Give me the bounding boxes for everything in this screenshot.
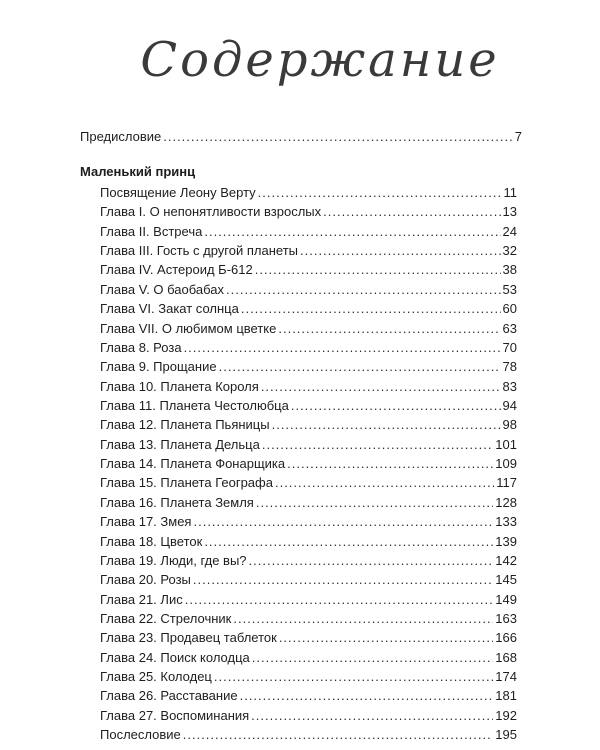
toc-entry	[100, 436, 517, 454]
toc-entry-label: Посвящение Леону Верту	[100, 185, 256, 200]
dot-leader	[279, 629, 493, 647]
toc-entry	[100, 610, 517, 628]
dot-leader	[193, 513, 493, 531]
toc-entry-label: Глава 10. Планета Короля	[100, 378, 259, 394]
dot-leader	[226, 281, 501, 299]
toc-entry	[100, 591, 517, 609]
toc-entry-page: 117	[496, 475, 517, 491]
toc-entry-page: 168	[495, 649, 517, 665]
dot-leader	[272, 416, 501, 434]
toc-entry-label: Глава 21. Лис	[100, 591, 183, 607]
toc-entry	[100, 494, 517, 512]
toc-entry	[100, 397, 517, 415]
toc-entry-label: Глава 9. Прощание	[100, 359, 217, 375]
toc-entry-page: 63	[502, 320, 517, 336]
dot-leader	[185, 591, 494, 609]
toc-entry-page: 133	[495, 514, 517, 530]
toc-entry-page: 24	[502, 223, 517, 239]
toc-entry-label: Глава 15. Планета Географа	[100, 475, 273, 491]
dot-leader	[219, 358, 501, 376]
toc-entry-label: Глава 19. Люди, где вы?	[100, 552, 247, 568]
toc-entry-label: Глава 27. Воспоминания	[100, 707, 250, 723]
dot-leader	[261, 378, 501, 396]
toc-entry-label: Глава II. Встреча	[100, 223, 203, 239]
toc-entry-label: Глава 22. Стрелочник	[100, 610, 232, 626]
toc-entry-label: Глава VII. О любимом цветке	[100, 320, 277, 336]
toc-entry-page: 32	[502, 243, 517, 259]
toc-entry-label: Предисловие	[80, 129, 162, 144]
toc-entry	[100, 339, 517, 357]
toc-entry	[100, 513, 517, 531]
toc-entry	[100, 649, 517, 667]
dot-leader	[183, 726, 494, 744]
toc-entry-page: 53	[502, 281, 517, 297]
toc-entry-page: 139	[495, 533, 517, 549]
dot-leader	[287, 455, 493, 473]
dot-leader	[241, 300, 501, 318]
toc-entry	[100, 203, 517, 221]
toc-entry-page: 11	[503, 185, 517, 200]
toc-entry-preface	[80, 128, 522, 146]
toc-entry	[100, 455, 517, 473]
toc-entry-page: 128	[495, 494, 517, 510]
toc-entry-page: 78	[502, 359, 517, 375]
toc-entry	[100, 533, 517, 551]
toc-entry-label: Глава 13. Планета Дельца	[100, 436, 260, 452]
toc-entry-page: 181	[495, 688, 517, 704]
toc-entry	[100, 668, 517, 686]
toc-entry	[100, 687, 517, 705]
toc-entry-label: Глава 20. Розы	[100, 572, 191, 588]
page-title: Содержание	[140, 32, 500, 88]
toc-entry	[100, 707, 517, 725]
toc-entry-page: 98	[502, 417, 517, 433]
toc-entry	[100, 320, 517, 338]
toc-entry-page: 149	[495, 591, 517, 607]
toc-entry-label: Глава 24. Поиск колодца	[100, 649, 250, 665]
toc-entry	[100, 629, 517, 647]
toc-entry-page: 109	[495, 456, 517, 471]
toc-entry	[100, 261, 517, 279]
toc-entry-label: Глава 18. Цветок	[100, 533, 203, 549]
dot-leader	[262, 436, 493, 454]
toc-entry	[100, 242, 517, 260]
toc-entry-label: Послесловие	[100, 727, 181, 743]
toc-entry-label: Глава VI. Закат солнца	[100, 301, 239, 317]
toc-entry-label: Глава 11. Планета Честолюбца	[100, 398, 289, 413]
dot-leader	[233, 610, 493, 628]
toc-entry	[100, 378, 517, 396]
toc-entry-page: 174	[495, 669, 517, 684]
dot-leader	[240, 687, 494, 705]
section-heading: Маленький принц	[80, 164, 196, 179]
dot-leader	[255, 261, 501, 279]
toc-entry-page: 94	[502, 398, 517, 413]
dot-leader	[204, 223, 500, 241]
toc-entry-page: 192	[495, 707, 517, 723]
toc-entry-page: 101	[495, 436, 517, 452]
dot-leader	[214, 668, 493, 686]
toc-entry	[100, 223, 517, 241]
toc-entry-page: 163	[495, 610, 517, 626]
toc-entry-page: 142	[495, 552, 517, 568]
toc-entry-label: Глава III. Гость с другой планеты	[100, 243, 298, 259]
toc-entry	[100, 726, 517, 744]
toc-entry	[100, 474, 517, 492]
toc-entry-label: Глава 26. Расставание	[100, 688, 238, 704]
dot-leader	[275, 474, 494, 492]
toc-entry-label: Глава 16. Планета Земля	[100, 494, 254, 510]
dot-leader	[249, 552, 494, 570]
dot-leader	[278, 320, 500, 338]
dot-leader	[323, 203, 500, 221]
toc-entry	[100, 416, 517, 434]
toc-entry-label: Глава 25. Колодец	[100, 669, 212, 684]
toc-entry-label: Глава IV. Астероид Б-612	[100, 262, 253, 278]
toc-entry	[100, 300, 517, 318]
toc-entry-page: 145	[495, 572, 517, 588]
toc-entry	[100, 552, 517, 570]
dot-leader	[204, 533, 493, 551]
toc-entry-label: Глава 8. Роза	[100, 339, 182, 355]
toc-entry-label: Глава V. О баобабах	[100, 281, 225, 297]
toc-entry	[100, 358, 517, 376]
toc-entry-page: 38	[502, 262, 517, 278]
toc-entry-label: Глава I. О непонятливости взрослых	[100, 204, 322, 220]
dot-leader	[291, 397, 501, 415]
toc-entry-label: Глава 14. Планета Фонарщика	[100, 456, 286, 471]
toc-entry-label: Глава 23. Продавец таблеток	[100, 630, 277, 646]
dot-leader	[251, 707, 493, 725]
toc-entry-label: Глава 17. Змея	[100, 514, 192, 530]
dot-leader	[256, 494, 493, 512]
toc-entry-page: 60	[502, 301, 517, 317]
toc-entry	[100, 571, 517, 589]
dot-leader	[184, 339, 501, 357]
toc-entry-page: 83	[502, 378, 517, 394]
toc-entry	[100, 184, 517, 202]
toc-entry-page: 7	[514, 129, 522, 144]
toc-entry	[100, 281, 517, 299]
dot-leader	[163, 128, 513, 146]
toc-entry-page: 166	[495, 630, 517, 646]
toc-entry-label: Глава 12. Планета Пьяницы	[100, 417, 270, 433]
dot-leader	[300, 242, 501, 260]
toc-entry-page: 13	[502, 204, 517, 220]
dot-leader	[193, 571, 493, 589]
toc-entry-page: 70	[502, 339, 517, 355]
dot-leader	[252, 649, 494, 667]
toc-entry-page: 195	[495, 727, 517, 743]
dot-leader	[258, 184, 502, 202]
